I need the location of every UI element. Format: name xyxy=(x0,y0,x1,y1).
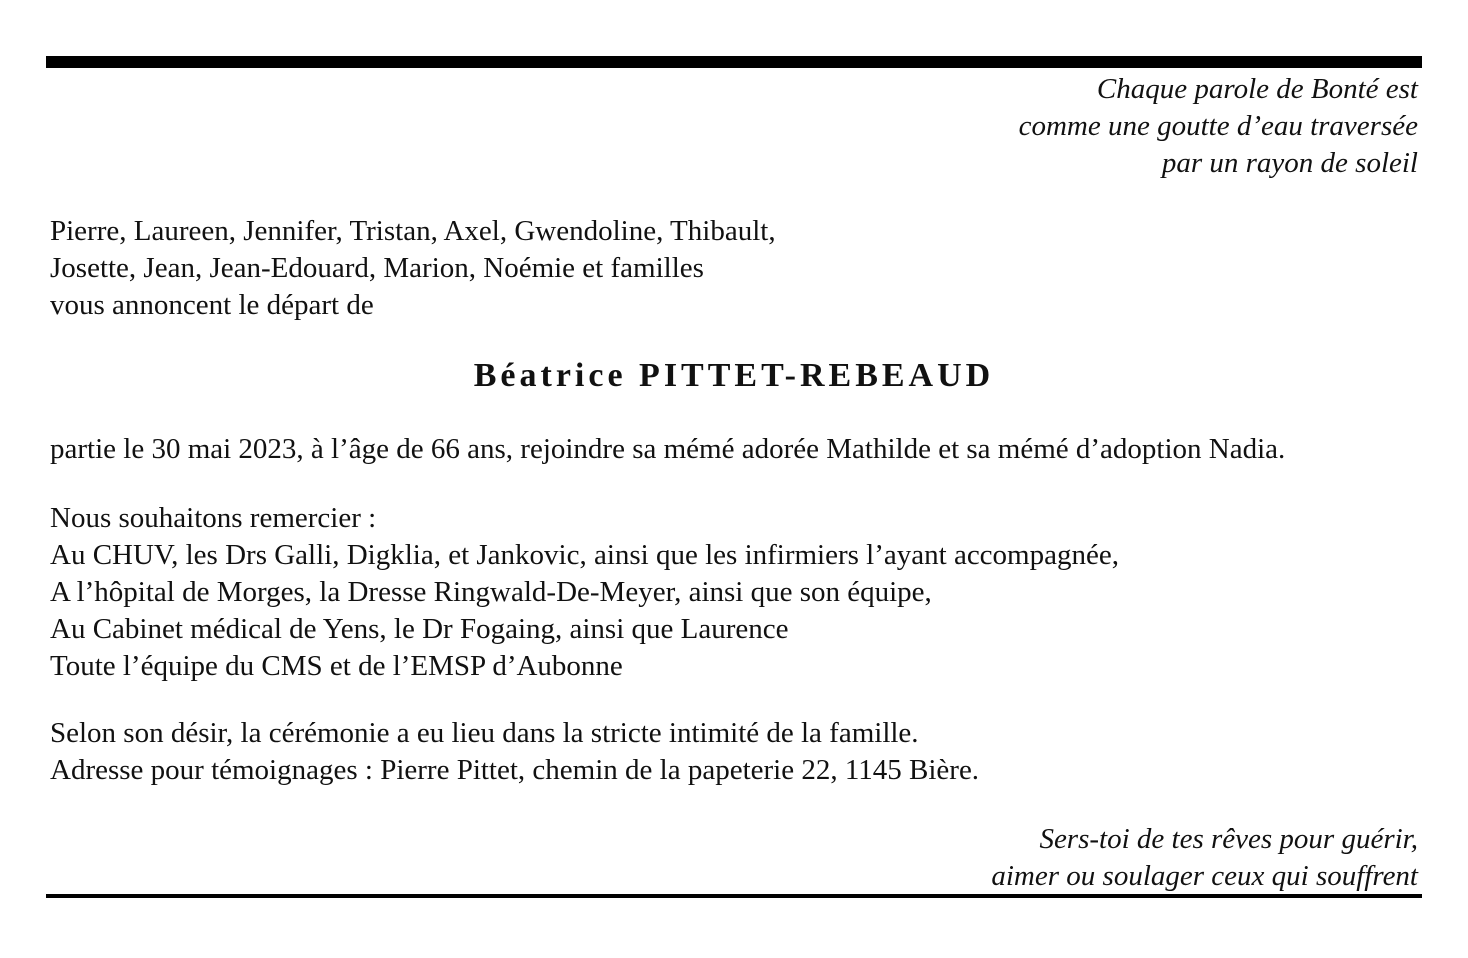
acknowledgement-line: Au CHUV, les Drs Galli, Digklia, et Jankovic, ainsi que les infirmiers l’ayant accompagnée, xyxy=(50,539,1119,571)
acknowledgement-line: A l’hôpital de Morges, la Dresse Ringwald-De-Meyer, ainsi que son équipe, xyxy=(50,576,932,608)
epigraph-bottom xyxy=(991,821,1418,895)
epigraph-line: Sers-toi de tes rêves pour guérir, xyxy=(1039,823,1418,855)
epigraph-top xyxy=(1019,71,1418,182)
departure-details: partie le 30 mai 2023, à l’âge de 66 ans, rejoindre sa mémé adorée Mathilde et sa mémé d’adoption Nadia. xyxy=(50,433,1286,465)
ceremony-info xyxy=(50,715,979,789)
epigraph-line: comme une goutte d’eau traversée xyxy=(1018,110,1418,142)
ceremony-text: Selon son désir, la cérémonie a eu lieu dans la stricte intimité de la famille. xyxy=(50,717,919,749)
epigraph-line: aimer ou soulager ceux qui souffrent xyxy=(991,860,1418,892)
acknowledgement-line: Toute l’équipe du CMS et de l’EMSP d’Aubonne xyxy=(50,650,623,682)
epigraph-line: par un rayon de soleil xyxy=(1161,147,1418,179)
deceased-name: Béatrice PITTET-REBEAUD xyxy=(473,357,995,394)
family-names-line: Josette, Jean, Jean-Edouard, Marion, Noémie et familles xyxy=(50,252,704,284)
family-announcement xyxy=(50,213,776,324)
condolence-address: Adresse pour témoignages : Pierre Pittet, chemin de la papeterie 22, 1145 Bière. xyxy=(50,754,980,786)
top-border-rule xyxy=(46,56,1422,68)
acknowledgement-line: Au Cabinet médical de Yens, le Dr Fogaing, ainsi que Laurence xyxy=(50,613,789,645)
family-names-line: Pierre, Laureen, Jennifer, Tristan, Axel, Gwendoline, Thibault, xyxy=(50,215,776,247)
acknowledgements-intro: Nous souhaitons remercier : xyxy=(50,502,377,534)
epigraph-line: Chaque parole de Bonté est xyxy=(1096,73,1418,105)
bottom-border-rule xyxy=(46,894,1422,898)
announcement-line: vous annoncent le départ de xyxy=(50,289,374,321)
acknowledgements xyxy=(50,500,1119,685)
